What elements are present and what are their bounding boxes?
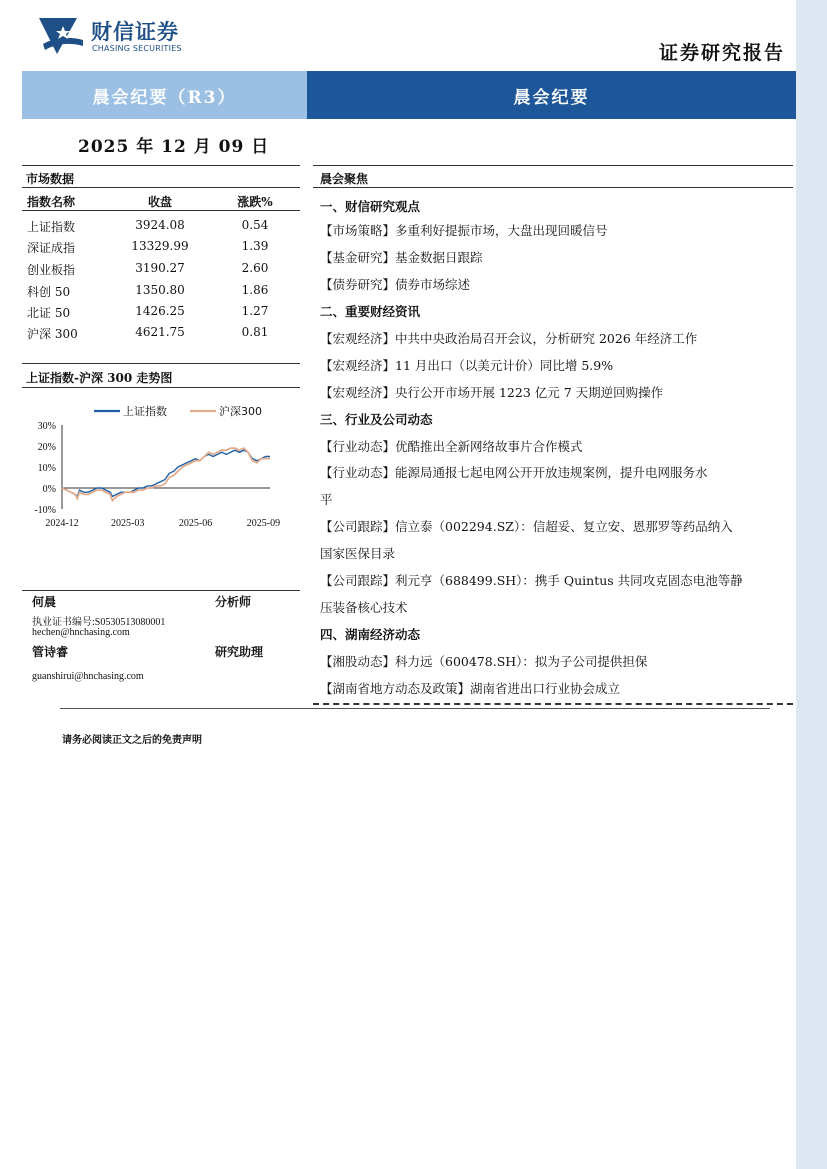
company-logo <box>37 14 187 58</box>
analyst-name: 何晨 <box>32 595 57 609</box>
trend-chart-heading: 上证指数-沪深 300 走势图 <box>26 371 173 385</box>
market-data-heading: 市场数据 <box>26 172 75 186</box>
divider <box>22 210 300 211</box>
divider <box>22 187 300 188</box>
news-item[interactable]: 【债券研究】债券市场综述 <box>320 277 471 292</box>
index-change: 1.86 <box>241 283 269 297</box>
analyst-role: 分析师 <box>215 595 252 609</box>
column-header: 指数名称 <box>27 195 76 209</box>
index-close: 1350.80 <box>135 283 185 297</box>
section-heading: 四、湖南经济动态 <box>320 627 421 642</box>
analyst-email[interactable]: guanshirui@hnchasing.com <box>32 671 144 682</box>
brand-name: 财信证券 <box>91 20 179 44</box>
news-item[interactable]: 【公司跟踪】信立泰（002294.SZ）：信超妥、复立安、恩那罗等药品纳入 <box>320 519 733 534</box>
right-margin-strip <box>796 0 827 1169</box>
y-tick-label: 10% <box>37 463 56 474</box>
index-close: 1426.25 <box>135 304 185 318</box>
disclaimer-note: 请务必阅读正文之后的免责声明 <box>62 735 202 746</box>
index-close: 4621.75 <box>135 325 185 339</box>
x-tick-label: 2025-09 <box>246 518 281 529</box>
table-row <box>22 325 300 342</box>
index-change: 0.54 <box>241 218 269 232</box>
footer-divider <box>60 708 770 709</box>
x-tick-label: 2025-03 <box>111 518 145 529</box>
index-close: 3190.27 <box>135 261 185 275</box>
index-close: 3924.08 <box>135 218 185 232</box>
x-tick-label: 2024-12 <box>45 518 79 529</box>
y-tick-label: -10% <box>34 505 56 516</box>
header-band-right: 晨会纪要 <box>307 71 796 119</box>
table-row <box>22 283 300 300</box>
legend-label: 上证指数 <box>123 405 167 418</box>
section-heading: 二、重要财经资讯 <box>320 304 421 319</box>
index-name: 上证指数 <box>27 220 76 234</box>
report-type-title: 证券研究报告 <box>658 42 785 64</box>
news-item[interactable]: 【行业动态】优酷推出全新网络故事片合作模式 <box>320 439 583 454</box>
analyst-email[interactable]: hechen@hnchasing.com <box>32 627 130 638</box>
index-name: 深证成指 <box>27 241 76 255</box>
divider <box>22 363 300 364</box>
x-tick-label: 2025-06 <box>178 518 213 529</box>
y-tick-label: 0% <box>42 484 56 495</box>
header-band-left: 晨会纪要（R3） <box>22 71 307 119</box>
index-name: 科创 50 <box>27 285 71 299</box>
news-item[interactable]: 【公司跟踪】利元亨（688499.SH）：携手 Quintus 共同攻克固态电池等静 <box>320 573 743 588</box>
index-name: 北证 50 <box>27 306 71 320</box>
news-item-continued: 国家医保目录 <box>320 546 396 561</box>
index-name: 创业板指 <box>27 263 76 277</box>
news-item[interactable]: 【湘股动态】科力远（600478.SH）：拟为子公司提供担保 <box>320 654 648 669</box>
news-item-continued: 压装备核心技术 <box>320 600 408 615</box>
index-change: 1.39 <box>241 239 269 253</box>
y-tick-label: 20% <box>37 442 56 453</box>
section-heading: 三、行业及公司动态 <box>320 412 433 427</box>
logo-mark-icon <box>37 14 85 58</box>
market-table-header <box>22 193 300 210</box>
divider <box>313 187 793 188</box>
analyst-role: 研究助理 <box>215 645 264 659</box>
y-tick-label: 30% <box>37 421 56 432</box>
index-change: 0.81 <box>241 325 269 339</box>
report-date: 2025 年 12 月 09 日 <box>78 137 270 157</box>
table-row <box>22 239 300 256</box>
news-item[interactable]: 【基金研究】基金数据日跟踪 <box>320 250 483 265</box>
series-line <box>62 448 270 501</box>
divider <box>22 165 300 166</box>
news-item[interactable]: 【湖南省地方动态及政策】湖南省进出口行业协会成立 <box>320 681 621 696</box>
series-line <box>62 450 270 496</box>
divider <box>22 387 300 388</box>
index-change: 2.60 <box>241 261 269 275</box>
analyst-name: 管诗睿 <box>32 645 69 659</box>
divider <box>313 165 793 166</box>
table-row <box>22 304 300 321</box>
table-row <box>22 261 300 278</box>
news-item[interactable]: 【行业动态】能源局通报七起电网公开开放违规案例，提升电网服务水 <box>320 465 708 480</box>
focus-heading: 晨会聚焦 <box>320 172 369 186</box>
news-item-continued: 平 <box>320 492 333 507</box>
news-item[interactable]: 【宏观经济】中共中央政治局召开会议，分析研究 2026 年经济工作 <box>320 331 698 346</box>
analyst-cert: 执业证书编号:S0530513080001 <box>32 617 166 628</box>
column-header: 收盘 <box>147 195 172 209</box>
index-name: 沪深 300 <box>27 327 78 341</box>
index-change: 1.27 <box>241 304 269 318</box>
news-item[interactable]: 【宏观经济】央行公开市场开展 1223 亿元 7 天期逆回购操作 <box>320 385 664 400</box>
divider <box>313 703 793 705</box>
trend-chart <box>22 397 302 537</box>
news-item[interactable]: 【宏观经济】11 月出口（以美元计价）同比增 5.9% <box>320 358 614 373</box>
table-row <box>22 218 300 235</box>
divider <box>22 590 300 591</box>
legend-label: 沪深300 <box>219 405 262 418</box>
brand-subtitle: CHASING SECURITIES <box>92 44 182 53</box>
column-header: 涨跌% <box>237 195 273 209</box>
news-item[interactable]: 【市场策略】多重利好提振市场，大盘出现回暖信号 <box>320 223 608 238</box>
section-heading: 一、财信研究观点 <box>320 199 421 214</box>
trend-chart-svg <box>22 397 302 537</box>
index-close: 13329.99 <box>131 239 189 253</box>
